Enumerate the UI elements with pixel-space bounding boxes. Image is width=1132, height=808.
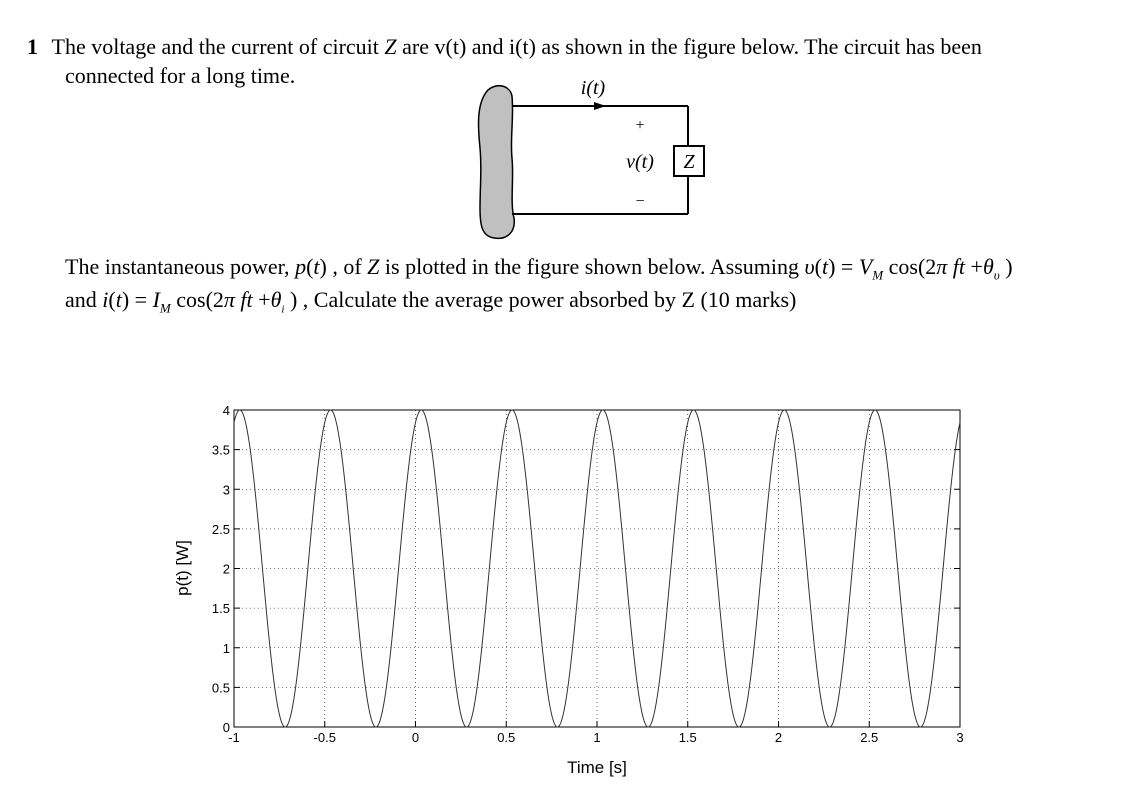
x-tick-label: 2 bbox=[774, 730, 783, 745]
question-line-2: connected for a long time. bbox=[65, 63, 296, 88]
power-plot bbox=[160, 395, 980, 785]
z-element-label: Z bbox=[683, 151, 695, 173]
current-label: i(t) bbox=[580, 78, 606, 99]
y-tick-label: 3 bbox=[222, 482, 230, 498]
y-tick-label: 4 bbox=[222, 403, 230, 418]
question-line-3: The instantaneous power, p(t) , of Z is plotted in the figure shown below. Assuming $\upsilon(t) = V_M$ cos(2π ft $+\theta_\upsilon$ ) bbox=[65, 254, 1013, 283]
source-blob bbox=[478, 86, 514, 239]
grid-layer bbox=[234, 410, 960, 727]
y-tick-label: 1 bbox=[222, 640, 230, 656]
current-arrow-icon bbox=[594, 102, 606, 110]
x-tick-label: 0 bbox=[411, 730, 420, 745]
y-tick-label: 0.5 bbox=[211, 680, 230, 696]
x-tick-label: 1 bbox=[593, 730, 601, 745]
x-tick-label: -1 bbox=[228, 730, 240, 745]
y-axis-label: p(t) [W] bbox=[173, 540, 192, 596]
plus-sign: + bbox=[635, 117, 645, 134]
x-tick-label: 2.5 bbox=[860, 730, 879, 745]
x-tick-label: 3 bbox=[956, 730, 964, 745]
y-tick-label: 3.5 bbox=[211, 442, 230, 458]
x-tick-label: -0.5 bbox=[313, 730, 336, 745]
x-tick-label: 1.5 bbox=[678, 730, 697, 745]
circuit-diagram bbox=[470, 78, 720, 243]
y-tick-label: 2.5 bbox=[211, 521, 230, 537]
voltage-label: v(t) bbox=[626, 151, 654, 173]
minus-sign: − bbox=[635, 193, 645, 210]
question-line-4: and $i(t) = I_M$ cos(2π ft $+\theta_i$ ) , Calculate the average power absorbed by Z (10 marks) bbox=[65, 287, 797, 316]
y-tick-label: 0 bbox=[222, 720, 230, 735]
x-axis-label: Time [s] bbox=[567, 758, 627, 777]
y-tick-label: 1.5 bbox=[211, 601, 230, 617]
question-line-1: 1 The voltage and the current of circuit Z are v(t) and i(t) as shown in the figure below. The circuit has been bbox=[27, 34, 982, 59]
y-tick-label: 2 bbox=[222, 561, 230, 577]
x-tick-label: 0.5 bbox=[497, 730, 516, 745]
question-number: 1 bbox=[27, 34, 38, 59]
